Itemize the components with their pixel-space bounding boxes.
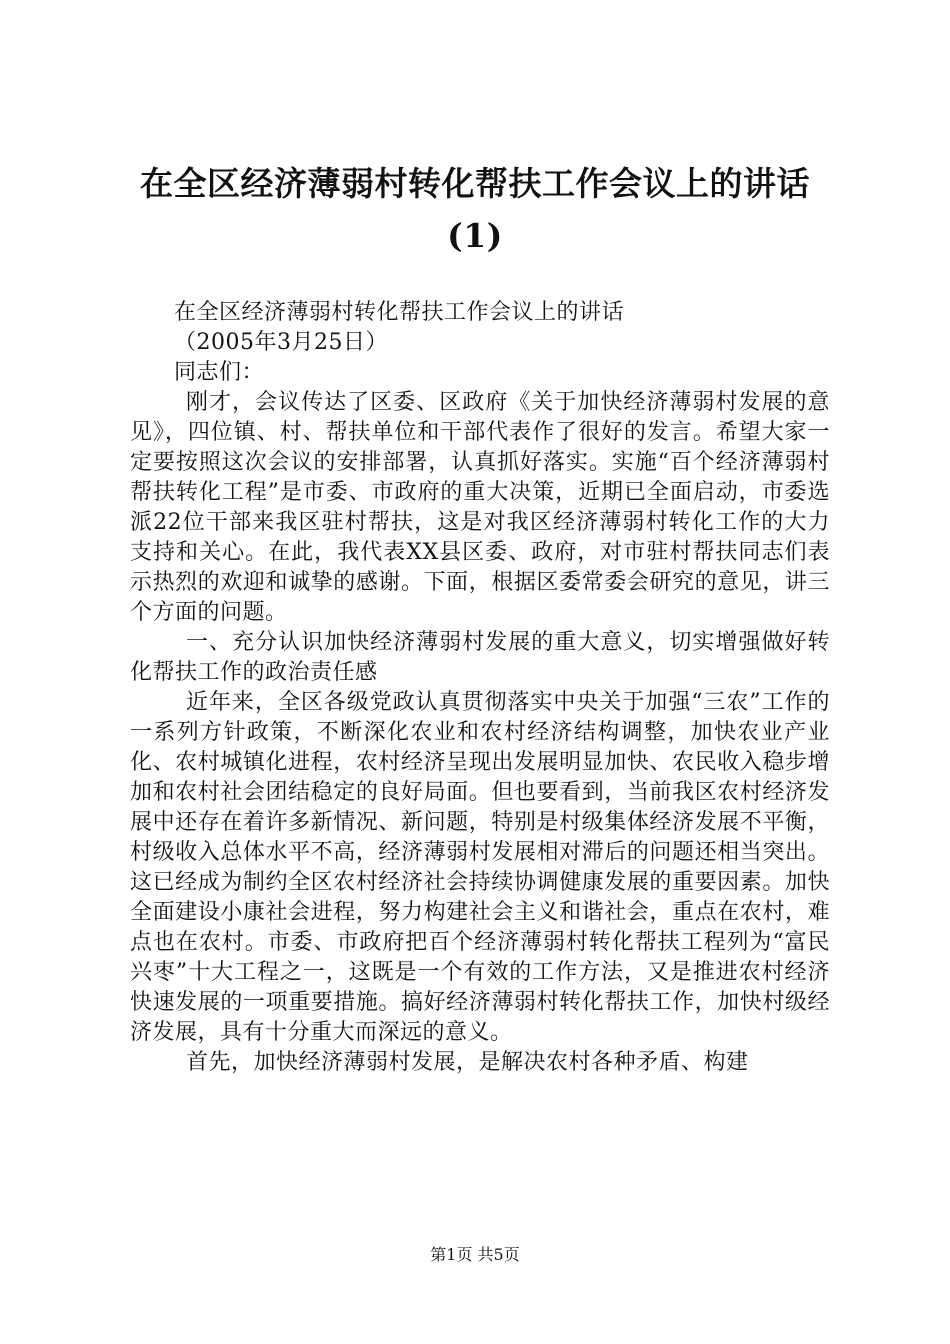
paragraph-3: 首先，加快经济薄弱村发展，是解决农村各种矛盾、构建 <box>186 1050 749 1075</box>
subtitle: 在全区经济薄弱村转化帮扶工作会议上的讲话 <box>174 300 625 325</box>
paragraph-1: 刚才，会议传达了区委、区政府《关于加快经济薄弱村发展的意见》，四位镇、村、帮扶单位和干部代表作了很好的发言。希望大家一定要按照这次会议的安排部署，认真抓好落实。实施“百个经济薄弱村帮扶转化工程”是市委、市政府的重大决策，近期已全面启动，市委选派22位干部来我区驻村帮扶，这是对我区经济薄弱村转化工作的大力支持和关心。在此，我代表XX县区委、政府，对市驻村帮扶同志们表示热烈的欢迎和诚挚的感谢。下面，根据区委常委会研究的意见，讲三个方面的问题。 <box>130 390 830 625</box>
page-footer: 第1页 共5页 <box>430 1245 520 1264</box>
title-line-1: 在全区经济薄弱村转化帮扶工作会议上的讲话 <box>140 164 810 203</box>
date-line: （2005年3月25日） <box>174 330 388 355</box>
document-title <box>110 158 840 262</box>
paragraph-2: 近年来，全区各级党政认真贯彻落实中央关于加强“三农”工作的一系列方针政策，不断深化农业和农村经济结构调整，加快农业产业化、农村城镇化进程，农村经济呈现出发展明显加快、农民收入稳步增加和农村社会团结稳定的良好局面。但也要看到，当前我区农村经济发展中还存在着许多新情况、新问题，特别是村级集体经济发展不平衡，村级收入总体水平不高，经济薄弱村发展相对滞后的问题还相当突出。这已经成为制约全区农村经济社会持续协调健康发展的重要因素。加快全面建设小康社会进程，努力构建社会主义和谐社会，重点在农村，难点也在农村。市委、市政府把百个经济薄弱村转化帮扶工程列为“富民兴枣”十大工程之一，这既是一个有效的工作方法，又是推进农村经济快速发展的一项重要措施。搞好经济薄弱村转化帮扶工作，加快村级经济发展，具有十分重大而深远的意义。 <box>130 690 830 1045</box>
section-heading-1: 一、充分认识加快经济薄弱村发展的重大意义，切实增强做好转化帮扶工作的政治责任感 <box>130 630 830 685</box>
document-body <box>130 298 830 1078</box>
salutation: 同志们： <box>174 360 265 385</box>
title-line-2: (1) <box>447 216 503 255</box>
